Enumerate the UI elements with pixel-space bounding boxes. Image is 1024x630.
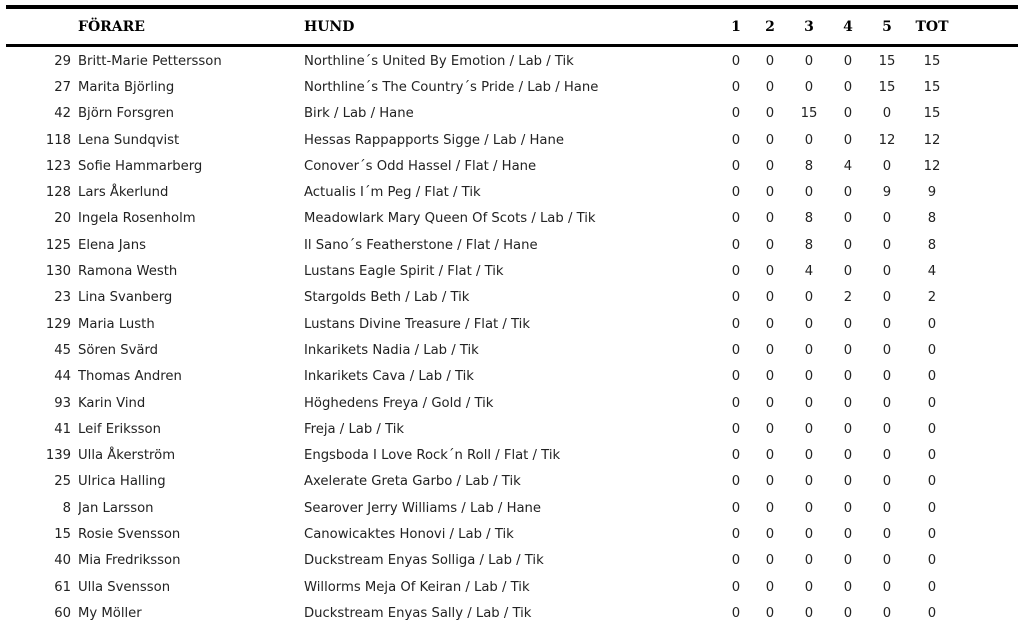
cell-score-1: 0 — [731, 132, 741, 148]
cell-filler — [958, 311, 1024, 337]
column-header-1: 1 — [731, 18, 741, 35]
cell-score-1: 0 — [731, 185, 741, 201]
cell-hund: Conover´s Odd Hassel / Flat / Hane — [304, 158, 537, 174]
table-row — [0, 127, 1024, 153]
cell-total: 15 — [923, 79, 941, 95]
cell-score-5: 0 — [882, 579, 892, 595]
cell-total: 0 — [927, 316, 937, 332]
cell-score-4: 0 — [843, 237, 853, 253]
cell-filler — [958, 495, 1024, 521]
cell-forare: Maria Lusth — [78, 316, 155, 332]
cell-hund: Höghedens Freya / Gold / Tik — [304, 395, 494, 411]
cell-number: 125 — [45, 237, 71, 253]
cell-hund: Freja / Lab / Tik — [304, 421, 405, 437]
cell-score-5: 15 — [878, 79, 896, 95]
cell-total: 12 — [923, 132, 941, 148]
cell-score-5: 0 — [882, 421, 892, 437]
cell-hund: Lustans Divine Treasure / Flat / Tik — [304, 316, 530, 332]
top-rule — [6, 5, 1018, 9]
results-table — [0, 10, 1024, 627]
cell-total: 8 — [927, 211, 937, 227]
cell-score-2: 0 — [765, 237, 775, 253]
cell-number: 42 — [54, 106, 71, 122]
cell-score-4: 0 — [843, 53, 853, 69]
cell-filler — [958, 574, 1024, 600]
cell-number: 130 — [45, 264, 71, 280]
cell-total: 0 — [927, 553, 937, 569]
cell-score-1: 0 — [731, 369, 741, 385]
table-row — [0, 337, 1024, 363]
cell-hund: Axelerate Greta Garbo / Lab / Tik — [304, 474, 521, 490]
cell-score-2: 0 — [765, 526, 775, 542]
cell-score-3: 0 — [804, 79, 814, 95]
cell-total: 8 — [927, 237, 937, 253]
cell-number: 25 — [54, 474, 71, 490]
cell-forare: Thomas Andren — [78, 369, 182, 385]
cell-score-2: 0 — [765, 79, 775, 95]
table-row — [0, 179, 1024, 205]
cell-forare: Björn Forsgren — [78, 106, 174, 122]
cell-total: 9 — [927, 185, 937, 201]
table-row — [0, 101, 1024, 127]
cell-score-4: 0 — [843, 395, 853, 411]
cell-score-1: 0 — [731, 53, 741, 69]
cell-score-5: 0 — [882, 342, 892, 358]
cell-filler — [958, 390, 1024, 416]
cell-score-1: 0 — [731, 395, 741, 411]
cell-number: 8 — [62, 500, 71, 516]
table-row — [0, 600, 1024, 626]
table-row — [0, 48, 1024, 74]
cell-hund: Canowicaktes Honovi / Lab / Tik — [304, 526, 514, 542]
cell-score-1: 0 — [731, 500, 741, 516]
table-row — [0, 232, 1024, 258]
cell-filler — [958, 442, 1024, 468]
cell-score-4: 0 — [843, 605, 853, 621]
cell-score-5: 0 — [882, 237, 892, 253]
cell-score-5: 9 — [882, 185, 892, 201]
cell-filler — [958, 258, 1024, 284]
cell-score-3: 0 — [804, 185, 814, 201]
column-header-hund: HUND — [304, 18, 355, 35]
table-row — [0, 311, 1024, 337]
cell-number: 27 — [54, 79, 71, 95]
cell-filler — [958, 469, 1024, 495]
cell-filler — [958, 179, 1024, 205]
cell-score-4: 0 — [843, 185, 853, 201]
cell-hund: Searover Jerry Williams / Lab / Hane — [304, 500, 542, 516]
cell-hund: Northline´s United By Emotion / Lab / Tik — [304, 53, 574, 69]
cell-total: 0 — [927, 448, 937, 464]
cell-score-2: 0 — [765, 553, 775, 569]
cell-score-2: 0 — [765, 185, 775, 201]
cell-hund: Il Sano´s Featherstone / Flat / Hane — [304, 237, 538, 253]
cell-score-5: 0 — [882, 264, 892, 280]
cell-score-2: 0 — [765, 316, 775, 332]
cell-hund: Stargolds Beth / Lab / Tik — [304, 290, 470, 306]
cell-score-4: 0 — [843, 79, 853, 95]
cell-number: 20 — [54, 211, 71, 227]
cell-total: 0 — [927, 369, 937, 385]
cell-number: 41 — [54, 421, 71, 437]
cell-hund: Birk / Lab / Hane — [304, 106, 414, 122]
table-row — [0, 285, 1024, 311]
cell-score-5: 0 — [882, 211, 892, 227]
cell-score-1: 0 — [731, 474, 741, 490]
cell-filler — [958, 285, 1024, 311]
header-row — [0, 10, 1024, 43]
cell-score-1: 0 — [731, 264, 741, 280]
column-header-number — [0, 10, 78, 43]
cell-filler — [958, 153, 1024, 179]
cell-filler — [958, 74, 1024, 100]
table-row — [0, 416, 1024, 442]
cell-score-2: 0 — [765, 106, 775, 122]
cell-score-1: 0 — [731, 211, 741, 227]
table-row — [0, 390, 1024, 416]
cell-filler — [958, 337, 1024, 363]
cell-filler — [958, 548, 1024, 574]
cell-number: 60 — [54, 605, 71, 621]
table-row — [0, 548, 1024, 574]
cell-forare: Ulla Svensson — [78, 579, 171, 595]
cell-number: 23 — [54, 290, 71, 306]
cell-score-3: 8 — [804, 158, 814, 174]
cell-score-1: 0 — [731, 316, 741, 332]
cell-filler — [958, 48, 1024, 74]
cell-score-5: 0 — [882, 474, 892, 490]
cell-score-4: 0 — [843, 316, 853, 332]
cell-hund: Lustans Eagle Spirit / Flat / Tik — [304, 264, 504, 280]
cell-forare: Sören Svärd — [78, 342, 159, 358]
cell-total: 0 — [927, 395, 937, 411]
cell-score-4: 0 — [843, 421, 853, 437]
cell-forare: Lena Sundqvist — [78, 132, 180, 148]
cell-number: 139 — [45, 448, 71, 464]
table-row — [0, 442, 1024, 468]
cell-total: 0 — [927, 579, 937, 595]
cell-forare: My Möller — [78, 605, 142, 621]
cell-number: 44 — [54, 369, 71, 385]
column-header-5: 5 — [882, 18, 892, 35]
cell-hund: Engsboda I Love Rock´n Roll / Flat / Tik — [304, 448, 561, 464]
table-row — [0, 521, 1024, 547]
cell-score-3: 0 — [804, 526, 814, 542]
cell-score-4: 0 — [843, 342, 853, 358]
column-header-2: 2 — [765, 18, 775, 35]
cell-score-1: 0 — [731, 342, 741, 358]
column-header-4: 4 — [843, 18, 853, 35]
cell-score-3: 8 — [804, 211, 814, 227]
cell-total: 12 — [923, 158, 941, 174]
cell-score-5: 0 — [882, 158, 892, 174]
cell-score-4: 0 — [843, 211, 853, 227]
cell-hund: Duckstream Enyas Sally / Lab / Tik — [304, 605, 532, 621]
cell-score-4: 0 — [843, 474, 853, 490]
cell-score-5: 0 — [882, 500, 892, 516]
cell-hund: Inkarikets Cava / Lab / Tik — [304, 369, 474, 385]
cell-hund: Duckstream Enyas Solliga / Lab / Tik — [304, 553, 544, 569]
cell-filler — [958, 232, 1024, 258]
cell-number: 29 — [54, 53, 71, 69]
cell-forare: Ulrica Halling — [78, 474, 166, 490]
cell-forare: Ingela Rosenholm — [78, 211, 196, 227]
cell-score-5: 0 — [882, 395, 892, 411]
cell-forare: Jan Larsson — [78, 500, 154, 516]
cell-filler — [958, 101, 1024, 127]
cell-score-2: 0 — [765, 211, 775, 227]
cell-score-1: 0 — [731, 79, 741, 95]
cell-score-1: 0 — [731, 158, 741, 174]
cell-score-3: 0 — [804, 579, 814, 595]
cell-score-4: 0 — [843, 526, 853, 542]
cell-score-3: 8 — [804, 237, 814, 253]
cell-score-4: 0 — [843, 579, 853, 595]
cell-score-2: 0 — [765, 158, 775, 174]
results-body — [0, 43, 1024, 627]
cell-score-1: 0 — [731, 605, 741, 621]
cell-hund: Willorms Meja Of Keiran / Lab / Tik — [304, 579, 530, 595]
cell-score-1: 0 — [731, 106, 741, 122]
cell-number: 61 — [54, 579, 71, 595]
cell-forare: Marita Björling — [78, 79, 175, 95]
cell-filler — [958, 364, 1024, 390]
cell-score-2: 0 — [765, 342, 775, 358]
table-row — [0, 574, 1024, 600]
cell-hund: Meadowlark Mary Queen Of Scots / Lab / Tik — [304, 211, 596, 227]
cell-score-2: 0 — [765, 605, 775, 621]
cell-total: 4 — [927, 264, 937, 280]
cell-score-3: 0 — [804, 500, 814, 516]
cell-forare: Ramona Westh — [78, 264, 178, 280]
cell-score-1: 0 — [731, 526, 741, 542]
cell-score-3: 0 — [804, 369, 814, 385]
cell-filler — [958, 206, 1024, 232]
table-row — [0, 469, 1024, 495]
column-header-filler — [958, 10, 1024, 43]
cell-hund: Inkarikets Nadia / Lab / Tik — [304, 342, 479, 358]
cell-score-5: 0 — [882, 106, 892, 122]
cell-score-5: 0 — [882, 605, 892, 621]
cell-score-1: 0 — [731, 579, 741, 595]
cell-score-3: 0 — [804, 474, 814, 490]
cell-forare: Britt-Marie Pettersson — [78, 53, 222, 69]
cell-score-5: 0 — [882, 290, 892, 306]
cell-filler — [958, 600, 1024, 626]
cell-score-5: 15 — [878, 53, 896, 69]
cell-score-3: 0 — [804, 448, 814, 464]
cell-number: 45 — [54, 342, 71, 358]
cell-total: 0 — [927, 500, 937, 516]
cell-score-5: 0 — [882, 553, 892, 569]
cell-forare: Rosie Svensson — [78, 526, 181, 542]
cell-score-1: 0 — [731, 448, 741, 464]
cell-number: 129 — [45, 316, 71, 332]
cell-score-2: 0 — [765, 474, 775, 490]
cell-forare: Karin Vind — [78, 395, 146, 411]
cell-score-3: 15 — [800, 106, 818, 122]
cell-hund: Actualis I´m Peg / Flat / Tik — [304, 185, 481, 201]
cell-forare: Lina Svanberg — [78, 290, 173, 306]
cell-filler — [958, 416, 1024, 442]
cell-score-4: 0 — [843, 264, 853, 280]
cell-score-4: 0 — [843, 106, 853, 122]
cell-score-3: 0 — [804, 421, 814, 437]
cell-score-1: 0 — [731, 237, 741, 253]
table-row — [0, 364, 1024, 390]
cell-filler — [958, 127, 1024, 153]
cell-score-1: 0 — [731, 290, 741, 306]
column-header-3: 3 — [804, 18, 814, 35]
cell-forare: Mia Fredriksson — [78, 553, 181, 569]
cell-forare: Elena Jans — [78, 237, 146, 253]
cell-score-3: 0 — [804, 132, 814, 148]
cell-score-2: 0 — [765, 579, 775, 595]
cell-score-3: 4 — [804, 264, 814, 280]
cell-score-4: 0 — [843, 132, 853, 148]
cell-score-4: 0 — [843, 448, 853, 464]
cell-score-4: 0 — [843, 369, 853, 385]
cell-score-3: 0 — [804, 605, 814, 621]
cell-score-2: 0 — [765, 132, 775, 148]
cell-score-2: 0 — [765, 290, 775, 306]
cell-number: 123 — [45, 158, 71, 174]
cell-number: 40 — [54, 553, 71, 569]
table-row — [0, 206, 1024, 232]
cell-score-5: 0 — [882, 448, 892, 464]
cell-score-3: 0 — [804, 316, 814, 332]
cell-total: 0 — [927, 526, 937, 542]
cell-score-3: 0 — [804, 342, 814, 358]
cell-score-1: 0 — [731, 553, 741, 569]
table-row — [0, 258, 1024, 284]
cell-score-2: 0 — [765, 369, 775, 385]
cell-forare: Lars Åkerlund — [78, 185, 169, 201]
cell-total: 0 — [927, 421, 937, 437]
cell-forare: Sofie Hammarberg — [78, 158, 203, 174]
cell-number: 93 — [54, 395, 71, 411]
cell-score-2: 0 — [765, 500, 775, 516]
cell-score-5: 12 — [878, 132, 896, 148]
column-header-tot: TOT — [915, 18, 949, 35]
cell-total: 2 — [927, 290, 937, 306]
cell-score-4: 2 — [843, 290, 853, 306]
cell-score-1: 0 — [731, 421, 741, 437]
cell-hund: Hessas Rappapports Sigge / Lab / Hane — [304, 132, 564, 148]
cell-score-5: 0 — [882, 526, 892, 542]
cell-score-2: 0 — [765, 448, 775, 464]
cell-score-2: 0 — [765, 421, 775, 437]
cell-forare: Leif Eriksson — [78, 421, 161, 437]
cell-total: 0 — [927, 605, 937, 621]
cell-forare: Ulla Åkerström — [78, 448, 176, 464]
cell-score-4: 4 — [843, 158, 853, 174]
cell-score-3: 0 — [804, 553, 814, 569]
cell-filler — [958, 521, 1024, 547]
cell-score-2: 0 — [765, 264, 775, 280]
cell-total: 0 — [927, 342, 937, 358]
cell-score-3: 0 — [804, 395, 814, 411]
cell-number: 15 — [54, 526, 71, 542]
cell-score-4: 0 — [843, 553, 853, 569]
cell-score-3: 0 — [804, 290, 814, 306]
cell-score-3: 0 — [804, 53, 814, 69]
column-header-forare: FÖRARE — [78, 18, 145, 35]
cell-score-4: 0 — [843, 500, 853, 516]
cell-number: 128 — [45, 185, 71, 201]
cell-score-2: 0 — [765, 53, 775, 69]
cell-number: 118 — [45, 132, 71, 148]
table-row — [0, 74, 1024, 100]
cell-total: 15 — [923, 106, 941, 122]
cell-hund: Northline´s The Country´s Pride / Lab / Hane — [304, 79, 599, 95]
cell-score-5: 0 — [882, 316, 892, 332]
cell-score-2: 0 — [765, 395, 775, 411]
table-row — [0, 495, 1024, 521]
cell-total: 0 — [927, 474, 937, 490]
cell-score-5: 0 — [882, 369, 892, 385]
cell-total: 15 — [923, 53, 941, 69]
table-row — [0, 153, 1024, 179]
